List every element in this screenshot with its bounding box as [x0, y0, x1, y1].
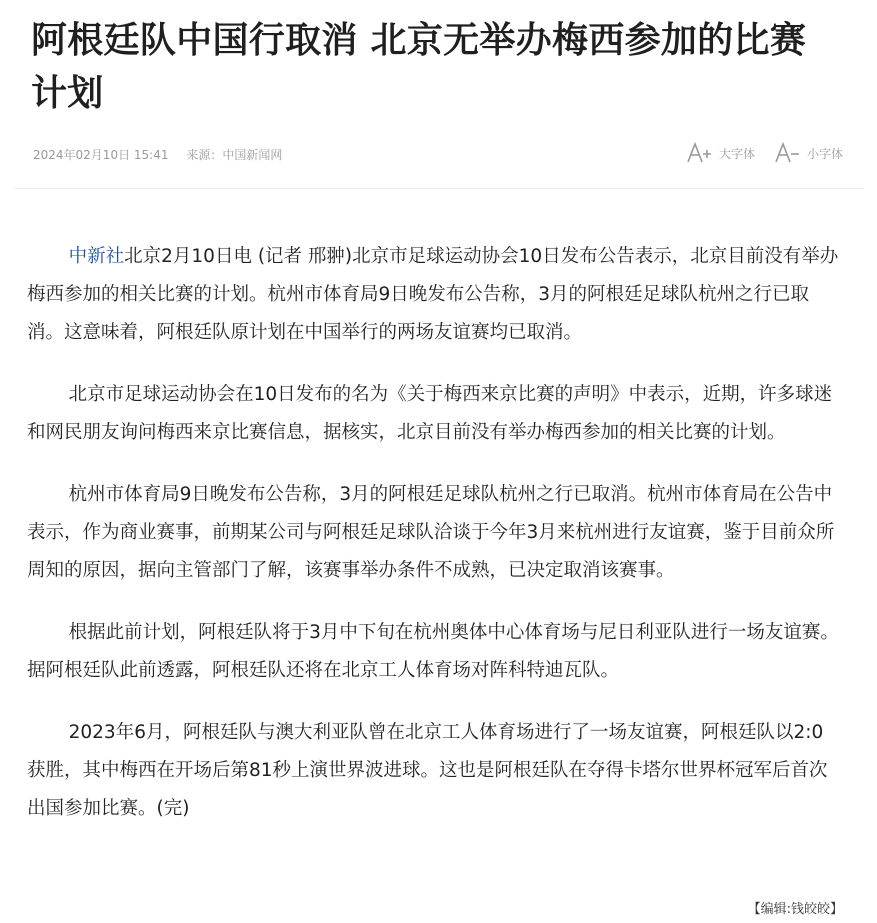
article-body — [27, 238, 841, 852]
paragraph-text: 北京2月10日电 (记者 邢翀)北京市足球运动协会10日发布公告表示，北京目前没有举办梅西参加的相关比赛的计划。杭州市体育局9日晚发布公告称，3月的阿根廷足球队杭州之行已取消。这意味着，阿根廷队原计划在中国举行的两场友谊赛均已取消。 — [27, 246, 839, 343]
font-size-tools — [687, 142, 843, 164]
article-paragraph: 2023年6月，阿根廷队与澳大利亚队曾在北京工人体育场进行了一场友谊赛，阿根廷队以2:0获胜，其中梅西在开场后第81秒上演世界波进球。这也是阿根廷队在夺得卡塔尔世界杯冠军后首次出国参加比赛。(完) — [27, 722, 828, 819]
article-paragraph: 北京市足球运动协会在10日发布的名为《关于梅西来京比赛的声明》中表示，近期，许多球迷和网民朋友询问梅西来京比赛信息，据核实，北京目前没有举办梅西参加的相关比赛的计划。 — [27, 384, 833, 443]
font-decrease-icon — [775, 142, 807, 164]
smaller-font-button[interactable] — [775, 142, 843, 164]
editor-credit: 【编辑:钱皎皎】 — [747, 902, 843, 917]
article-paragraph: 杭州市体育局9日晚发布公告称，3月的阿根廷足球队杭州之行已取消。杭州市体育局在公告中表示，作为商业赛事，前期某公司与阿根廷足球队洽谈于今年3月来杭州进行友谊赛，鉴于目前众所周知的原因，据向主管部门了解，该赛事举办条件不成熟，已决定取消该赛事。 — [27, 484, 835, 581]
publish-date: 2024年02月10日 15:41 — [33, 148, 169, 162]
article-title: 阿根廷队中国行取消 北京无举办梅西参加的比赛计划 — [31, 20, 807, 114]
article-paragraph — [27, 238, 841, 352]
article-source: 来源：中国新闻网 — [186, 148, 283, 162]
font-increase-icon — [687, 142, 719, 164]
larger-font-button[interactable] — [687, 142, 755, 164]
news-agency-link[interactable]: 中新社 — [68, 246, 125, 267]
smaller-font-label: 小字体 — [806, 146, 843, 161]
article-meta — [33, 146, 282, 163]
larger-font-label: 大字体 — [718, 146, 755, 161]
article-paragraph: 根据此前计划，阿根廷队将于3月中下旬在杭州奥体中心体育场与尼日利亚队进行一场友谊赛。据阿根廷队此前透露，阿根廷队还将在北京工人体育场对阵科特迪瓦队。 — [27, 622, 839, 681]
header-divider — [14, 188, 864, 189]
